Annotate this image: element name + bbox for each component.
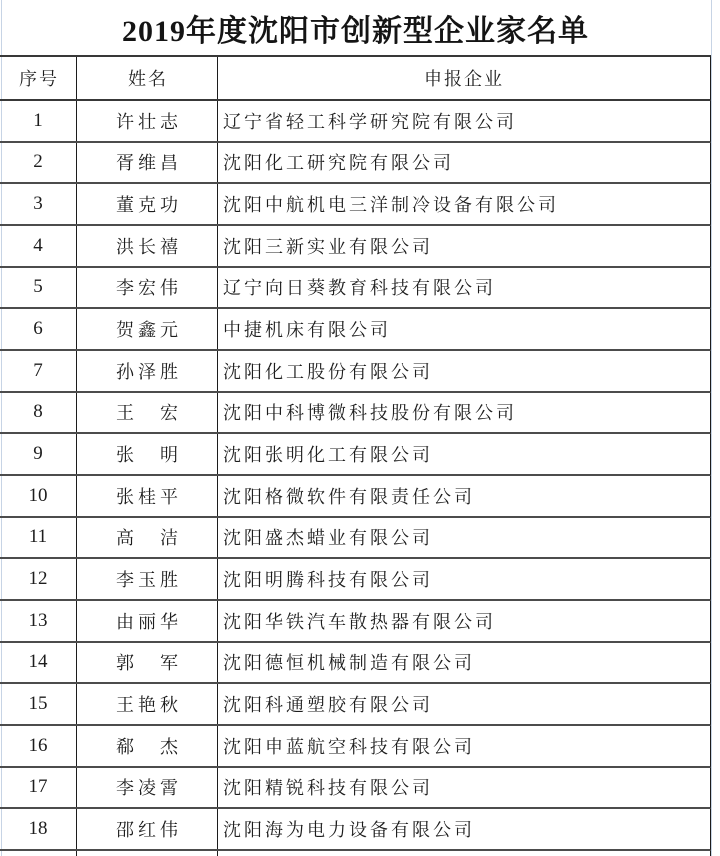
table-row (0, 601, 711, 643)
cell-serial: 4 (0, 226, 77, 266)
cell-name: 郗 杰 (77, 726, 218, 766)
table-row (0, 393, 711, 435)
column-header-company: 申报企业 (424, 69, 504, 89)
cell-name: 胥维昌 (77, 143, 218, 183)
table-header-row (0, 55, 711, 101)
cell-company: 沈阳中航机电三洋制冷设备有限公司 (223, 195, 559, 216)
cell-company: 沈阳张明化工有限公司 (223, 445, 433, 466)
cell-name: 孙泽胜 (77, 351, 218, 391)
cell-company: 沈阳海为电力设备有限公司 (223, 819, 475, 840)
cell-company: 沈阳科通塑胶有限公司 (223, 695, 433, 716)
cell-serial: 10 (0, 476, 77, 516)
cell-name: 郭 军 (77, 643, 218, 683)
table-row (0, 309, 711, 351)
cell-serial (0, 851, 77, 856)
cell-company: 辽宁省轻工科学研究院有限公司 (223, 111, 517, 132)
cell-name: 邵红伟 (77, 809, 218, 849)
table-row (0, 768, 711, 810)
cell-serial: 18 (0, 809, 77, 849)
cell-serial: 11 (0, 518, 77, 558)
column-header-serial: 序号 (0, 57, 77, 99)
cell-company: 辽宁向日葵教育科技有限公司 (223, 278, 496, 299)
cell-name: 李玉胜 (77, 559, 218, 599)
cell-serial: 16 (0, 726, 77, 766)
cell-serial: 13 (0, 601, 77, 641)
cell-serial: 6 (0, 309, 77, 349)
cell-serial: 7 (0, 351, 77, 391)
table-row (0, 726, 711, 768)
table-row (0, 684, 711, 726)
table-row-partial (0, 851, 711, 856)
cell-name: 王 宏 (77, 393, 218, 433)
cell-serial: 12 (0, 559, 77, 599)
cell-company: 沈阳德恒机械制造有限公司 (223, 653, 475, 674)
cell-serial: 17 (0, 768, 77, 808)
table-row (0, 518, 711, 560)
table-row (0, 809, 711, 851)
cell-company: 沈阳三新实业有限公司 (223, 236, 433, 257)
table-row (0, 476, 711, 518)
cell-company: 沈阳化工股份有限公司 (223, 361, 433, 382)
table-row (0, 351, 711, 393)
table-row (0, 143, 711, 185)
cell-company (218, 851, 710, 856)
table-row (0, 101, 711, 143)
cell-company: 沈阳化工研究院有限公司 (223, 153, 454, 174)
cell-name: 高 洁 (77, 518, 218, 558)
cell-name: 贺鑫元 (77, 309, 218, 349)
column-header-name: 姓名 (77, 57, 218, 99)
cell-company: 中捷机床有限公司 (223, 320, 391, 341)
cell-company: 沈阳明腾科技有限公司 (223, 570, 433, 591)
cell-name: 董克功 (77, 184, 218, 224)
cell-serial: 8 (0, 393, 77, 433)
cell-serial: 9 (0, 434, 77, 474)
cell-name: 李宏伟 (77, 268, 218, 308)
cell-serial: 14 (0, 643, 77, 683)
cell-name: 由丽华 (77, 601, 218, 641)
cell-company: 沈阳格微软件有限责任公司 (223, 486, 475, 507)
cell-name: 王艳秋 (77, 684, 218, 724)
cell-company: 沈阳精锐科技有限公司 (223, 778, 433, 799)
cell-company: 沈阳中科博微科技股份有限公司 (223, 403, 517, 424)
right-gridline (711, 0, 712, 856)
cell-serial: 5 (0, 268, 77, 308)
cell-serial: 1 (0, 101, 77, 141)
page-title: 2019年度沈阳市创新型企业家名单 (122, 14, 589, 48)
cell-serial: 3 (0, 184, 77, 224)
table-row (0, 226, 711, 268)
cell-name: 洪长禧 (77, 226, 218, 266)
table-row (0, 184, 711, 226)
cell-company: 沈阳盛杰蜡业有限公司 (223, 528, 433, 549)
cell-company: 沈阳华铁汽车散热器有限公司 (223, 611, 496, 632)
cell-name: 李凌霄 (77, 768, 218, 808)
cell-company: 沈阳申蓝航空科技有限公司 (223, 736, 475, 757)
table-row (0, 559, 711, 601)
cell-name: 张 明 (77, 434, 218, 474)
cell-name (77, 851, 218, 856)
cell-name: 张桂平 (77, 476, 218, 516)
cell-serial: 15 (0, 684, 77, 724)
table-row (0, 643, 711, 685)
cell-serial: 2 (0, 143, 77, 183)
cell-name: 许壮志 (77, 101, 218, 141)
table-row (0, 434, 711, 476)
table-row (0, 268, 711, 310)
